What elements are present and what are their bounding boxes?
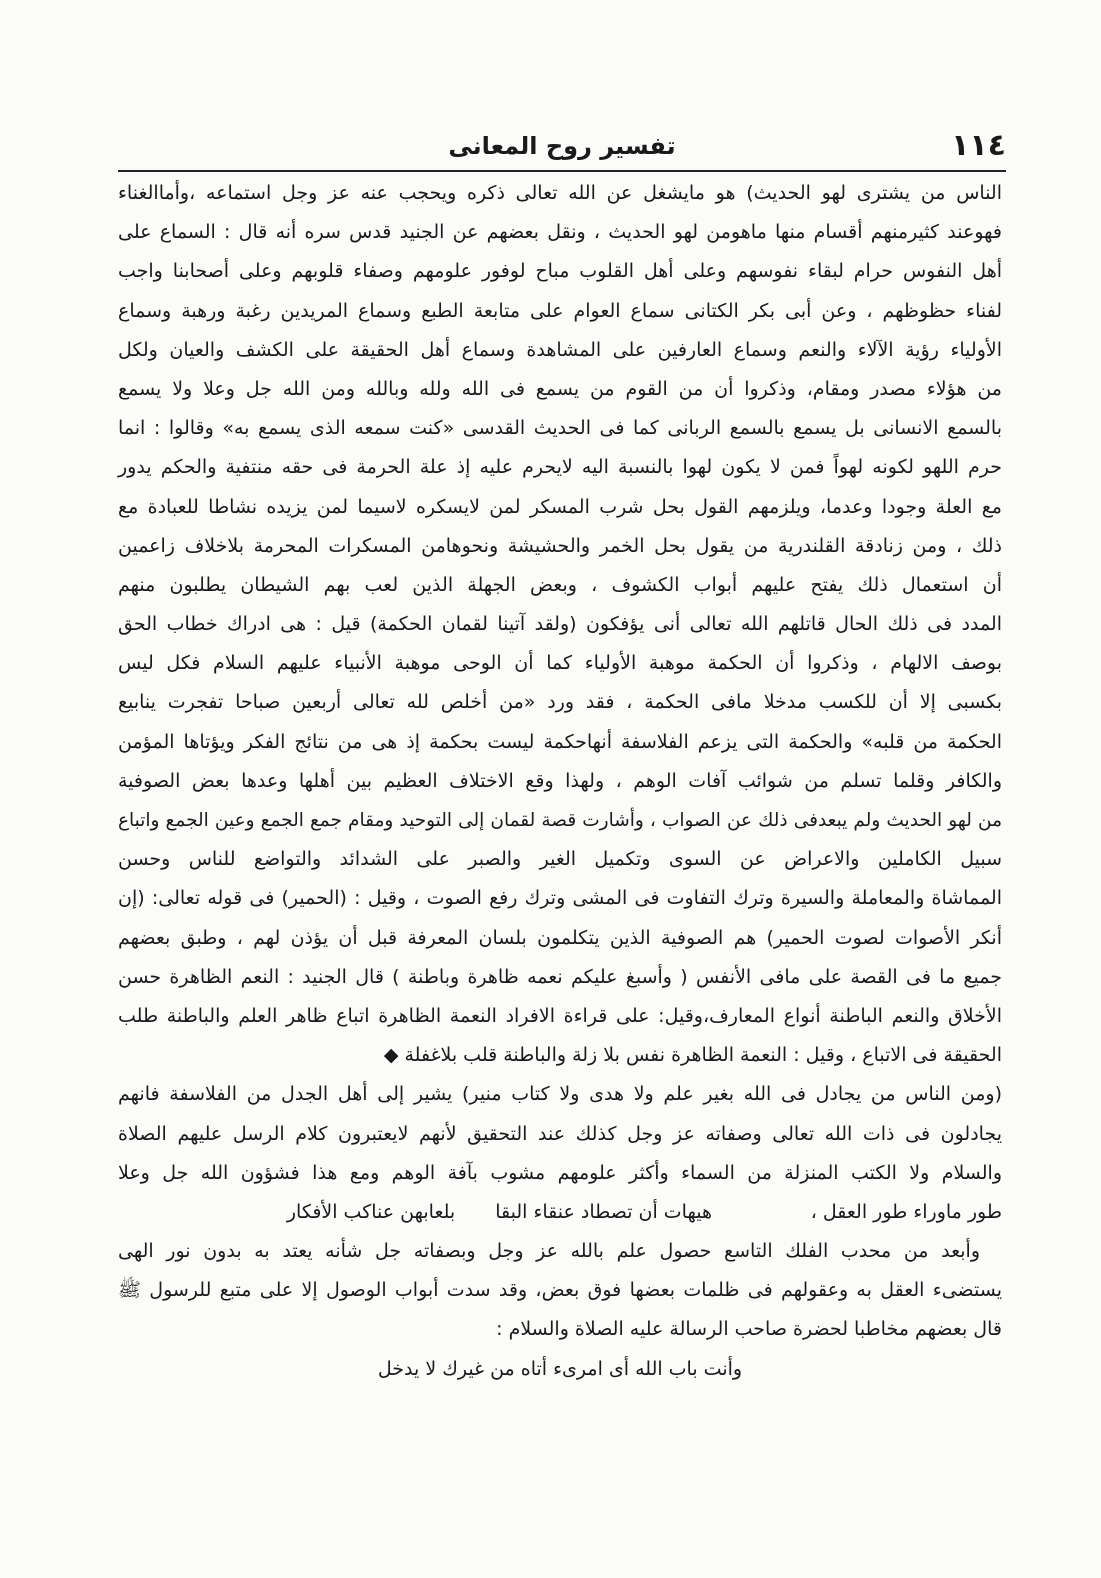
text-line: بالسمع الانسانى بل يسمع بالسمع الربانى كما فى الحديث القدسى «كنت سمعه الذى يسمع به» وقالوا : انما (118, 417, 1002, 440)
text-line: الأخلاق والنعم الباطنة أنواع المعارف،وقيل: على قراءة الافراد النعمة الظاهرة اتباع ظاهر العلم والباطنة طلب (118, 1004, 1002, 1027)
text-line: أن استعمال ذلك يفتح عليهم أبواب الكشوف ، وبعض الجهلة الذين لعب بهم الشيطان يطلبون منهم (118, 573, 1002, 596)
text-line: حرم اللهو لكونه لهواً فمن لا يكون لهوا بالنسبة اليه لايحرم عليه إذ علة الحرمة فى حقه منتفية والحكم يدور (118, 456, 1002, 479)
text-line: والسلام ولا الكتب المنزلة من السماء وأكثر علومهم مشوب بآفة الوهم ومع هذا فشؤون الله جل وعلا (118, 1161, 1002, 1184)
text-line: من لهو الحديث ولم يبعدفى ذلك عن الصواب ، وأشارت قصة لقمان إلى التوحيد ومقام جمع الجمع وعين الجمع واتباع (118, 810, 1002, 831)
text-line: الأولياء رؤية الآلاء والنعم وسماع العارفين على المشاهدة وسماع أهل الحقيقة على الكشف والعيان ولكل (118, 338, 1002, 361)
text-line: بوصف الالهام ، وذكروا أن الحكمة موهبة الأولياء كما أن الوحى موهبة الأنبياء عليهم السلام فكل ليس (118, 652, 1002, 675)
text-line: لفناء حظوظهم ، وعن أبى بكر الكتانى سماع العوام على متابعة الطبع وسماع المريدين رغبة ورهبة وسماع (118, 299, 1002, 322)
page-number: ١١٤ (951, 128, 1006, 163)
text-line: المماشاة والمعاملة والسيرة وترك التفاوت فى المشى وترك رفع الصوت ، وقيل : (الحمير) فى قوله تعالى: (إن (118, 887, 1002, 910)
text-line: جميع ما فى القصة على مافى الأنفس ( وأسبغ عليكم نعمه ظاهرة وباطنة ) قال الجنيد : النعم الظاهرة حسن (118, 965, 1002, 988)
text-line: المدد فى ذلك الحال قاتلهم الله تعالى أنى يؤفكون (ولقد آتينا لقمان الحكمة) قيل : هى ادراك خطاب الحق (118, 613, 1002, 636)
text-line: بكسبى إلا أن للكسب مدخلا مافى الحكمة ، فقد ورد «من أخلص لله تعالى أربعين صباحا تفجرت ينابيع (118, 691, 1002, 714)
text-line: من هؤلاء مصدر ومقام، وذكروا أن من القوم من يسمع فى الله ولله وبالله ومن الله جل وعلا ولا يسمع (118, 377, 1002, 400)
verse-hemistich: بلعابهن عناكب الأفكار (286, 1200, 456, 1223)
text-line: قال بعضهم مخاطبا لحضرة صاحب الرسالة عليه الصلاة والسلام : (496, 1318, 1002, 1341)
text-line: يجادلون فى ذات الله تعالى وصفاته عز وجل كذلك عند التحقيق لأنهم لايعتبرون كلام الرسل عليهم الصلاة (118, 1122, 1002, 1145)
text-line: فهوعند كثيرمنهم أقسام منها ماهومن لهو الحديث ، ونقل بعضهم عن الجنيد قدس سره أنه قال : السماع على (118, 221, 1002, 244)
running-header (118, 128, 1006, 168)
text-line: الحكمة من قلبه» والحكمة التى يزعم الفلاسفة أنهاحكمة ليست بحكمة إذ هى من نتائج الفكر ويؤتاها المؤمن (118, 730, 1002, 753)
text-line: وأنت باب الله أى امرىء أتاه من غيرك لا يدخل (377, 1357, 743, 1380)
text-line-with-verse (118, 1193, 1002, 1232)
text-line: أنكر الأصوات لصوت الحمير) هم الصوفية الذين يتكلمون بلسان المعرفة قبل أن يؤذن لهم ، وطبق بعضهم (118, 926, 1002, 949)
text-line: سبيل الكاملين والاعراض عن السوى وتكميل الغير والصبر على الشدائد والتواضع للناس وحسن (118, 848, 1002, 871)
text-line: الحقيقة فى الاتباع ، وقيل : النعمة الظاهرة نفس بلا زلة والباطنة قلب بلاغفلة ◆ (383, 1044, 1002, 1067)
header-rule (118, 170, 1006, 172)
text-line: مع العلة وجودا وعدما، ويلزمهم القول بحل شرب المسكر لمن لايسكره لاسيما لمن يزيده نشاطا للعبادة مع (118, 495, 1002, 518)
page-body (118, 174, 1002, 1389)
text-line: الناس من يشترى لهو الحديث) هو مايشغل عن الله تعالى ذكره ويحجب عنه عز وجل استماعه ،وأماالغناء (118, 182, 1002, 204)
text-line: يستضىء العقل به وعقولهم فى ظلمات بعضها فوق بعض، وقد سدت أبواب الوصول إلا على متبع للرسول ﷺ (118, 1279, 1002, 1302)
text-line: أهل النفوس حرام لبقاء نفوسهم وعلى أهل القلوب مباح لوفور علومهم وصفاء قلوبهم وعلى أصحابنا واجب (118, 260, 1002, 283)
text-line: (ومن الناس من يجادل فى الله بغير علم ولا هدى ولا كتاب منير) يشير إلى أهل الجدل من الفلاسفة فانهم (118, 1083, 1002, 1106)
text-line: وأبعد من محدب الفلك التاسع حصول علم بالله عز وجل وبصفاته جل شأنه يعتد به بدون نور الهى (118, 1240, 980, 1263)
text-line: والكافر وقلما تسلم من شوائب آفات الوهم ، ولهذا وقع الاختلاف العظيم بين أهلها وعدها بعض الصوفية (118, 769, 1002, 792)
text-line: طور ماوراء طور العقل ، (810, 1200, 1002, 1223)
text-line: ذلك ، ومن زنادقة القلندرية من يقول بحل الخمر والحشيشة ونحوهامن المسكرات المحرمة بلاخلاف زاعمين (118, 534, 1002, 557)
verse-hemistich: هيهات أن تصطاد عنقاء البقا (495, 1200, 712, 1223)
running-title: تفسير روح المعانى (448, 132, 676, 160)
